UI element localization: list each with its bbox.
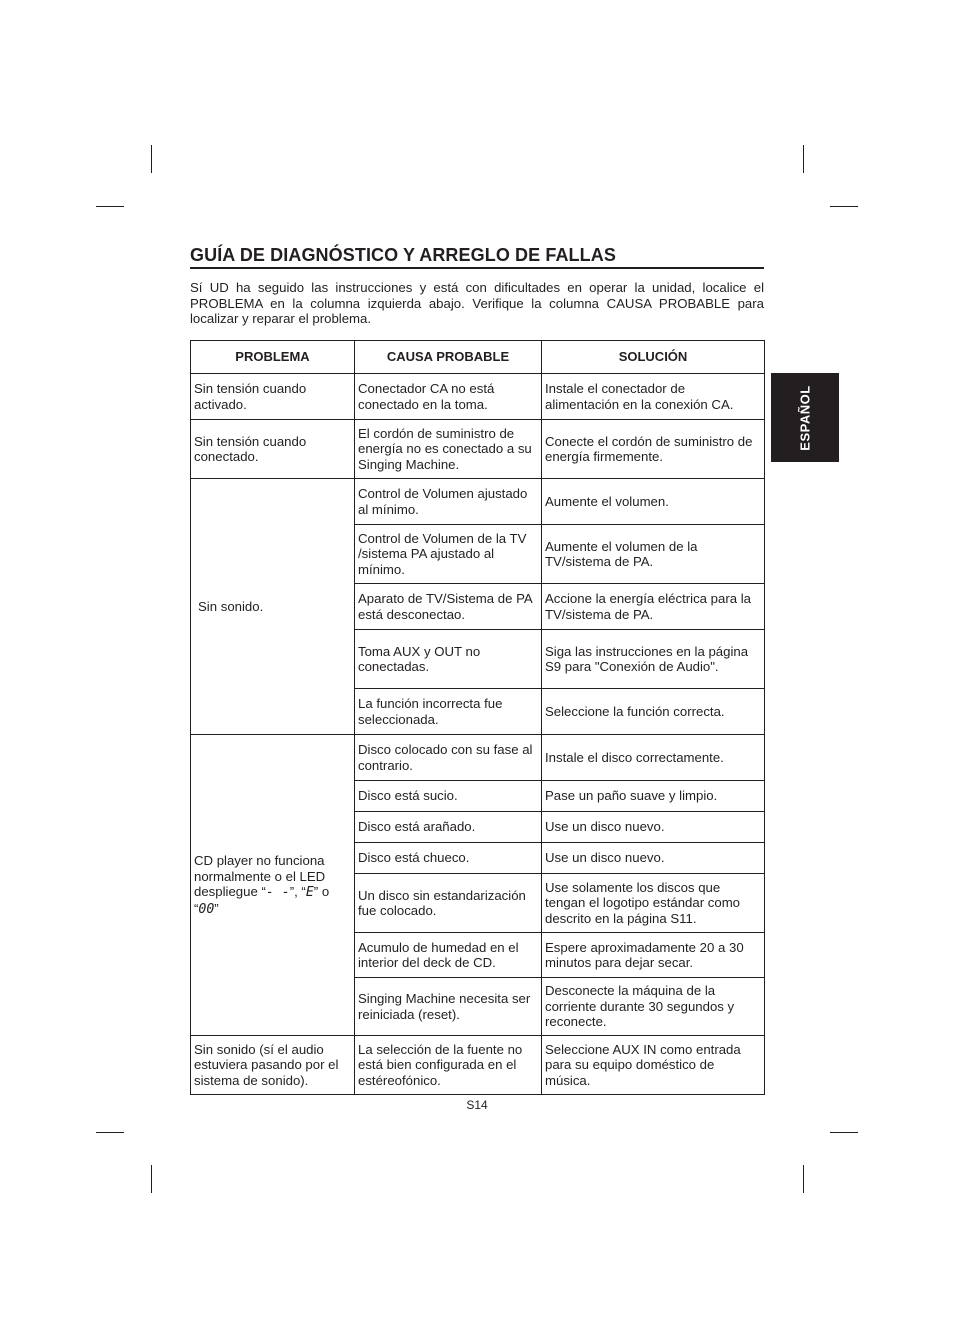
crop-mark-bottom-right-h <box>830 1132 858 1133</box>
solution-cell: Use solamente los discos que tengan el logotipo estándar como descrito en la página S11. <box>542 874 765 933</box>
crop-mark-top-right-v <box>803 145 804 173</box>
header-problem: PROBLEMA <box>191 341 355 374</box>
solution-cell: Pase un paño suave y limpio. <box>542 781 765 812</box>
solution-cell: Conecte el cordón de suministro de energía firmemente. <box>542 420 765 479</box>
crop-mark-top-right-h <box>830 206 858 207</box>
table-row <box>191 374 765 420</box>
header-solution: SOLUCIÓN <box>542 341 765 374</box>
solution-cell: Espere aproximadamente 20 a 30 minutos para dejar secar. <box>542 933 765 978</box>
problem-text-part: ”, “ <box>289 884 306 899</box>
crop-mark-bottom-right-v <box>803 1165 804 1193</box>
page-number: S14 <box>466 1098 488 1112</box>
crop-mark-top-left-v <box>151 145 152 173</box>
crop-mark-bottom-left-v <box>151 1165 152 1193</box>
solution-cell: Instale el conectador de alimentación en la conexión CA. <box>542 374 765 420</box>
led-segment-dashes: - - <box>265 885 290 900</box>
cause-cell: Control de Volumen ajustado al mínimo. <box>355 479 542 525</box>
solution-cell: Accione la energía eléctrica para la TV/sistema de PA. <box>542 584 765 630</box>
solution-cell: Aumente el volumen. <box>542 479 765 525</box>
solution-cell: Siga las instrucciones en la página S9 para "Conexión de Audio". <box>542 630 765 689</box>
problem-cell: Sin tensión cuando conectado. <box>191 420 355 479</box>
cause-cell: Disco está sucio. <box>355 781 542 812</box>
table-row <box>191 479 765 525</box>
solution-cell: Seleccione la función correcta. <box>542 689 765 735</box>
problem-cell-cd-player <box>191 735 355 1036</box>
intro-paragraph: Sí UD ha seguido las instrucciones y está con dificultades en operar la unidad, localice el PROBLEMA en la columna izquierda abajo. Verifique la columna CAUSA PROBABLE para localizar y reparar el problema. <box>190 280 764 326</box>
cause-cell: Disco colocado con su fase al contrario. <box>355 735 542 781</box>
solution-cell: Desconecte la máquina de la corriente durante 30 segundos y reconecte. <box>542 978 765 1036</box>
cause-cell: El cordón de suministro de energía no es conectado a su Singing Machine. <box>355 420 542 479</box>
solution-cell: Seleccione AUX IN como entrada para su equipo doméstico de música. <box>542 1036 765 1095</box>
cause-cell: Acumulo de humedad en el interior del deck de CD. <box>355 933 542 978</box>
cause-cell: La función incorrecta fue seleccionada. <box>355 689 542 735</box>
solution-cell: Instale el disco correctamente. <box>542 735 765 781</box>
cause-cell: Un disco sin estandarización fue colocado. <box>355 874 542 933</box>
cause-cell: Control de Volumen de la TV /sistema PA ajustado al mínimo. <box>355 525 542 584</box>
led-segment-zeros: 00 <box>198 901 215 917</box>
problem-cell: Sin sonido (sí el audio estuviera pasando por el sistema de sonido). <box>191 1036 355 1095</box>
solution-cell: Use un disco nuevo. <box>542 843 765 874</box>
table-row <box>191 420 765 479</box>
table-header-row <box>191 341 765 374</box>
problem-text-part: ” <box>214 900 219 916</box>
problem-text-part: ” o “ <box>194 884 330 916</box>
crop-mark-bottom-left-h <box>96 1132 124 1133</box>
language-side-tab <box>771 373 839 462</box>
cause-cell: Disco está arañado. <box>355 812 542 843</box>
language-side-tab-label: ESPAÑOL <box>797 384 813 451</box>
cause-cell: Singing Machine necesita ser reiniciada (reset). <box>355 978 542 1036</box>
cause-cell: Disco está chueco. <box>355 843 542 874</box>
table-row <box>191 1036 765 1095</box>
page-title: GUÍA DE DIAGNÓSTICO Y ARREGLO DE FALLAS <box>190 245 764 269</box>
solution-cell: Aumente el volumen de la TV/sistema de PA. <box>542 525 765 584</box>
cause-cell: Aparato de TV/Sistema de PA está desconectao. <box>355 584 542 630</box>
problem-cell: Sin tensión cuando activado. <box>191 374 355 420</box>
problem-cell: Sin sonido. <box>191 479 355 735</box>
crop-mark-top-left-h <box>96 206 124 207</box>
led-segment-e: E <box>305 885 314 900</box>
table-row <box>191 735 765 781</box>
troubleshooting-table <box>190 340 765 1095</box>
solution-cell: Use un disco nuevo. <box>542 812 765 843</box>
cause-cell: Conectador CA no está conectado en la toma. <box>355 374 542 420</box>
cause-cell: La selección de la fuente no está bien configurada en el estéreofónico. <box>355 1036 542 1095</box>
header-cause: CAUSA PROBABLE <box>355 341 542 374</box>
problem-text-part: CD player no funciona normalmente o el LED despliegue “ <box>194 853 326 899</box>
cause-cell: Toma AUX y OUT no conectadas. <box>355 630 542 689</box>
